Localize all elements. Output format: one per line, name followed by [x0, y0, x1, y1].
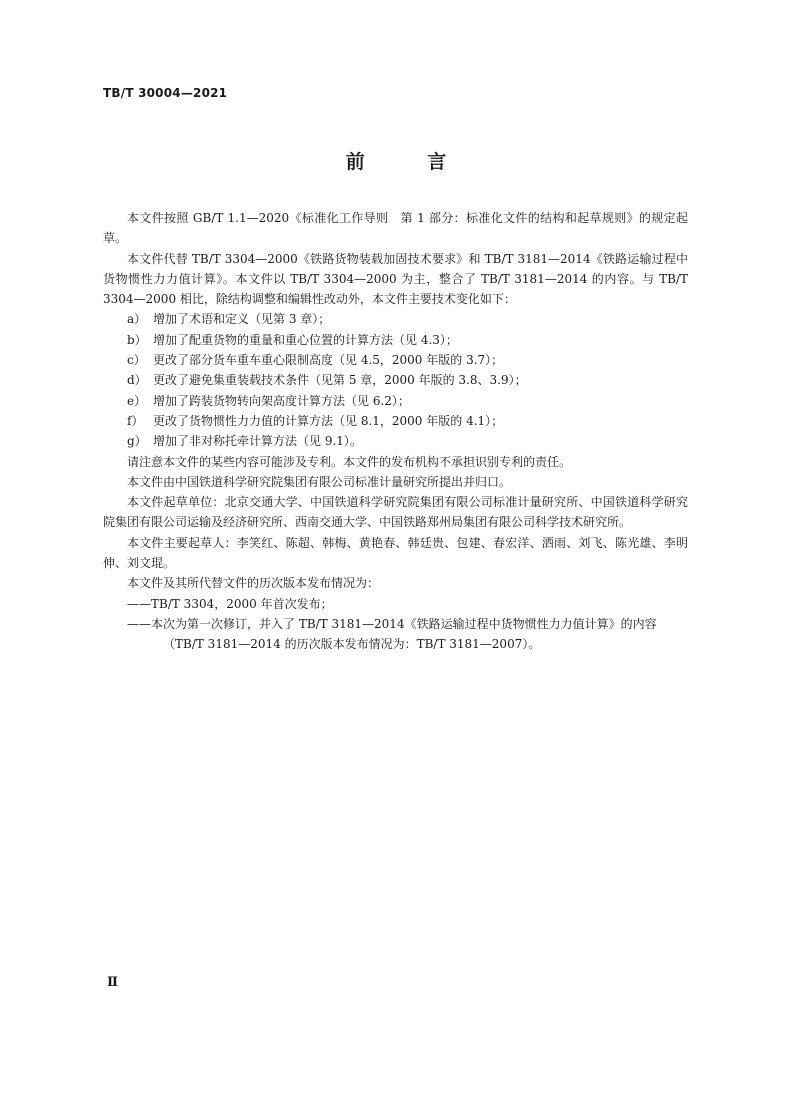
list-item-text: 增加了跨装货物转向架高度计算方法（见 6.2）； — [153, 393, 410, 408]
list-item — [103, 431, 688, 451]
list-item-text: 更改了货物惯性力力值的计算方法（见 8.1，2000 年版的 4.1）； — [153, 413, 504, 428]
page-number: Ⅱ — [107, 975, 118, 990]
version-history — [103, 594, 688, 655]
list-marker: a） — [127, 312, 147, 327]
list-item — [103, 391, 688, 411]
list-item — [103, 309, 688, 329]
history-item-text: ——本次为第一次修订，并入了 TB/T 3181—2014《铁路运输过程中货物惯性力力值计算》的内容（TB/T 3181—2014 的历次版本发布情况为：TB/T 3181—2007）。 — [127, 616, 657, 652]
list-marker: g） — [127, 434, 147, 449]
list-marker: c） — [127, 353, 146, 368]
list-item — [103, 350, 688, 370]
paragraph: 本文件主要起草人：李笑红、陈超、韩梅、黄艳春、韩廷贵、包建、春宏洋、洒雨、刘飞、陈光雄、李明伸、刘文琨。 — [103, 535, 688, 571]
list-item-text: 更改了避免集重装载技术条件（见第 5 章，2000 年版的 3.8、3.9）； — [153, 373, 527, 388]
list-item-text: 更改了部分货车重车重心限制高度（见 4.5，2000 年版的 3.7）； — [153, 353, 504, 368]
list-item-text: 增加了配重货物的重量和重心位置的计算方法（见 4.3）； — [153, 332, 458, 347]
history-item — [103, 594, 688, 614]
list-item — [103, 370, 688, 390]
standard-code: TB/T 30004—2021 — [103, 86, 228, 100]
change-list — [103, 309, 688, 451]
page-title: 前 言 — [345, 151, 475, 173]
paragraph: 本文件由中国铁道科学研究院集团有限公司标准计量研究所提出并归口。 — [127, 474, 512, 489]
list-item — [103, 411, 688, 431]
list-marker: f） — [127, 413, 144, 428]
list-item — [103, 330, 688, 350]
list-marker: e） — [127, 393, 147, 408]
list-marker: d） — [127, 373, 147, 388]
list-item-text: 增加了非对称托牵计算方法（见 9.1）。 — [153, 434, 362, 449]
history-item-text: ——TB/T 3304，2000 年首次发布； — [127, 596, 333, 611]
paragraph: 请注意本文件的某些内容可能涉及专利。本文件的发布机构不承担识别专利的责任。 — [127, 454, 572, 469]
paragraph: 本文件及其所代替文件的历次版本发布情况为： — [127, 576, 380, 591]
list-marker: b） — [127, 332, 147, 347]
paragraph: 本文件起草单位：北京交通大学、中国铁道科学研究院集团有限公司标准计量研究所、中国铁道科学研究院集团有限公司运输及经济研究所、西南交通大学、中国铁路郑州局集团有限公司科学技术研究所。 — [103, 495, 688, 530]
list-item-text: 增加了术语和定义（见第 3 章）； — [153, 312, 331, 327]
foreword-body — [103, 208, 688, 655]
paragraph: 本文件按照 GB/T 1.1—2020《标准化工作导则 第 1 部分：标准化文件的结构和起草规则》的规定起草。 — [103, 211, 688, 246]
paragraph: 本文件代替 TB/T 3304—2000《铁路货物装载加固技术要求》和 TB/T 3181—2014《铁路运输过程中货物惯性力力值计算》。本文件以 TB/T 3304—2000 为主，整合了 TB/T 3181—2014 的内容。与 TB/T 3304—2000 相比，除结构调整和编辑性改动外，本文件主要技术变化如下： — [103, 251, 688, 307]
history-item — [103, 614, 688, 655]
